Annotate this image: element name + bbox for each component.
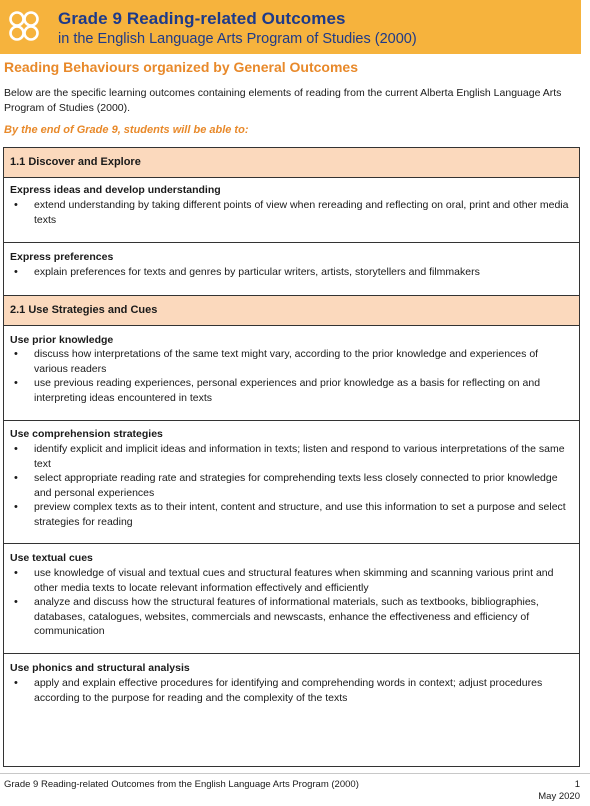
bullet-item: • explain preferences for texts and genres by particular writers, artists, storytellers and filmmakers bbox=[10, 265, 570, 280]
by-end-statement: By the end of Grade 9, students will be able to: bbox=[4, 124, 249, 136]
footer-date: May 2020 bbox=[538, 791, 580, 802]
bullet-list bbox=[10, 198, 570, 227]
outcomes-table bbox=[3, 147, 580, 767]
bullet-item: • apply and explain effective procedures for identifying and comprehending words in context; adjust procedures according to the purpose for reading and the complexity of the texts bbox=[10, 676, 570, 705]
bullet-item: • discuss how interpretations of the same text might vary, according to the prior knowledge and experiences of various readers bbox=[10, 347, 570, 376]
document-title: Grade 9 Reading-related Outcomes bbox=[58, 9, 346, 28]
bullet-item: • use previous reading experiences, personal experiences and prior knowledge as a basis for reflecting on and interpreting ideas encountered in texts bbox=[10, 376, 570, 405]
outcome-item-heading: Use comprehension strategies bbox=[10, 428, 163, 440]
outcome-item-row bbox=[4, 326, 579, 421]
general-outcome-row bbox=[4, 296, 579, 326]
outcome-item-heading: Express preferences bbox=[10, 251, 114, 263]
bullet-item: • select appropriate reading rate and strategies for comprehending texts less closely connected to prior knowledge and personal experiences bbox=[10, 471, 570, 500]
footer-page-info bbox=[538, 779, 580, 803]
page-number: 1 bbox=[574, 779, 580, 790]
outcome-item-row bbox=[4, 544, 579, 654]
footer-divider bbox=[0, 773, 590, 774]
outcome-item-heading: Use textual cues bbox=[10, 552, 93, 564]
intro-paragraph: Below are the specific learning outcomes containing elements of reading from the current Alberta English Language Arts Program of Studies (2000). bbox=[4, 87, 562, 114]
outcome-item-row bbox=[4, 421, 579, 544]
bullet-item: • use knowledge of visual and textual cues and structural features when skimming and scanning various print and other media texts to locate relevant information effectively and efficiently bbox=[10, 566, 570, 595]
outcome-item-heading: Use phonics and structural analysis bbox=[10, 662, 190, 674]
bullet-list bbox=[10, 566, 570, 639]
outcome-item-heading: Use prior knowledge bbox=[10, 334, 114, 346]
bullet-list bbox=[10, 442, 570, 529]
bullet-list bbox=[10, 265, 570, 280]
outcome-item-row bbox=[4, 654, 579, 766]
general-outcome-label: 1.1 Discover and Explore bbox=[10, 156, 141, 168]
document-header bbox=[0, 0, 581, 54]
general-outcome-label: 2.1 Use Strategies and Cues bbox=[10, 304, 158, 316]
outcome-item-heading: Express ideas and develop understanding bbox=[10, 184, 221, 196]
bullet-list bbox=[10, 676, 570, 705]
document-subtitle: in the English Language Arts Program of Studies (2000) bbox=[58, 31, 417, 47]
bullet-item: • analyze and discuss how the structural features of informational materials, such as textbooks, bibliographies, databases, catalogues, websites, commercials and newscasts, enhance the effectiveness and efficiency of communication bbox=[10, 595, 570, 639]
bullet-list bbox=[10, 347, 570, 405]
bullet-item: • preview complex texts as to their intent, content and structure, and use this information to set a purpose and select strategies for reading bbox=[10, 500, 570, 529]
outcome-item-row bbox=[4, 178, 579, 243]
bullet-item: • identify explicit and implicit ideas and information in texts; listen and respond to various interpretations of the same text bbox=[10, 442, 570, 471]
outcome-item-row bbox=[4, 243, 579, 296]
footer-document-title: Grade 9 Reading-related Outcomes from the English Language Arts Program (2000) bbox=[4, 779, 359, 790]
general-outcome-row bbox=[4, 148, 579, 178]
bullet-item: • extend understanding by taking different points of view when rereading and reflecting on oral, print and other media texts bbox=[10, 198, 570, 227]
section-heading: Reading Behaviours organized by General Outcomes bbox=[4, 59, 358, 75]
alberta-education-logo-icon bbox=[7, 10, 49, 44]
